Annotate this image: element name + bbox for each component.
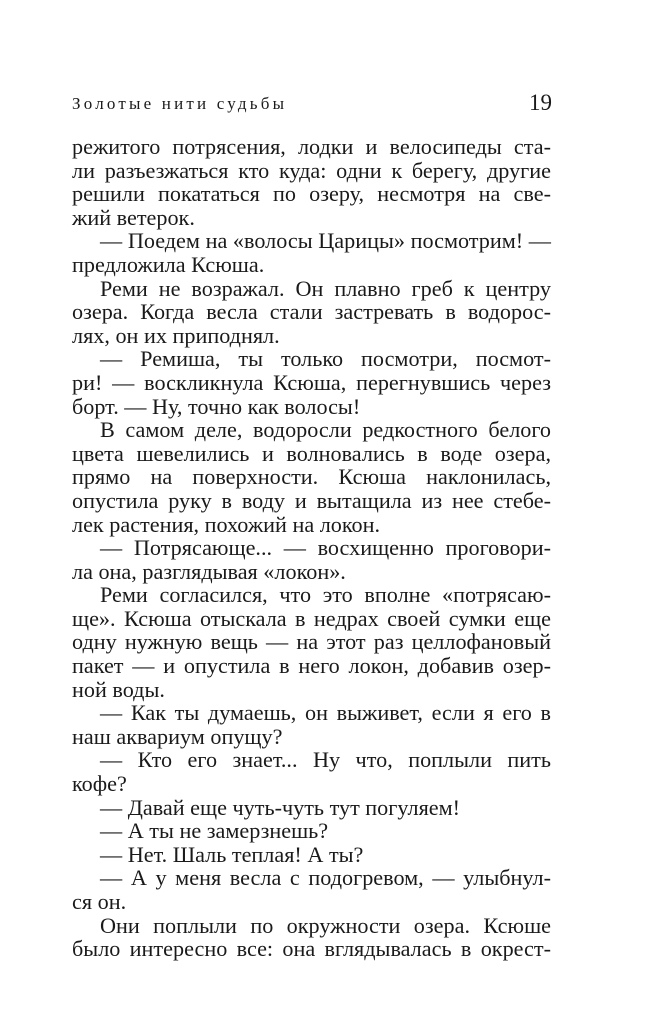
text-line: — Поедем на «волосы Царицы» посмотрим! —	[100, 228, 551, 254]
text-line: ся он.	[72, 889, 127, 914]
text-line: — А ты не замерзнешь?	[100, 818, 329, 844]
text-line: борт. — Ну, точно как волосы!	[72, 393, 361, 419]
text-line: — Потрясающе... — восхищенно проговори-	[100, 535, 551, 561]
text-line: прямо на поверхности. Ксюша наклонилась,	[72, 464, 551, 490]
text-line: ла она, разглядывая «локон».	[72, 558, 346, 584]
text-line: наш аквариум опущу?	[72, 723, 283, 749]
text-line: пакет — и опустила в него локон, добавив озер-	[72, 653, 551, 679]
text-line: ли разъезжаться кто куда: одни к берегу, другие	[72, 157, 551, 183]
text-line: озера. Когда весла стали застревать в водорос-	[72, 299, 551, 325]
text-line: жий ветерок.	[72, 204, 195, 230]
text-line: — Давай еще чуть-чуть тут погуляем!	[100, 794, 461, 820]
text-line: Они поплыли по окружности озера. Ксюше	[100, 912, 551, 938]
book-title: Золотые нити судьбы	[72, 94, 288, 113]
text-line: Реми согласился, что это вполне «потрясаю-	[100, 582, 551, 608]
page-number: 19	[529, 90, 552, 115]
text-line: решили покататься по озеру, несмотря на све-	[72, 181, 551, 207]
text-line: предложила Ксюша.	[72, 251, 265, 277]
text-line: опустила руку в воду и вытащила из нее стебе-	[72, 487, 551, 513]
text-line: Реми не возражал. Он плавно греб к центру	[100, 275, 551, 301]
text-line: цвета шевелились и волновались в воде озера,	[72, 440, 551, 466]
text-line: ной воды.	[72, 676, 165, 702]
text-line: — Ремиша, ты только посмотри, посмот-	[100, 346, 551, 372]
text-line: ще». Ксюша отыскала в недрах своей сумки еще	[72, 605, 551, 631]
text-line: режитого потрясения, лодки и велосипеды ста-	[72, 134, 551, 159]
text-line: одну нужную вещь — на этот раз целлофановый	[72, 629, 551, 655]
text-line: лек растения, похожий на локон.	[72, 511, 381, 537]
text-line: В самом деле, водоросли редкостного белого	[100, 417, 551, 443]
text-line: лях, он их приподнял.	[72, 322, 280, 348]
text-line: было интересно все: она вглядывалась в окрест-	[72, 936, 551, 962]
text-line: кофе?	[72, 771, 127, 797]
text-line: ри! — воскликнула Ксюша, перегнувшись через	[72, 369, 551, 395]
text-line: — Как ты думаешь, он выживет, если я его в	[100, 700, 551, 726]
text-line: — Кто его знает... Ну что, поплыли пить	[100, 747, 551, 773]
text-line: — Нет. Шаль теплая! А ты?	[100, 841, 364, 867]
text-body	[72, 135, 551, 961]
running-header	[72, 92, 552, 116]
text-line: — А у меня весла с подогревом, — улыбнул-	[100, 865, 551, 891]
